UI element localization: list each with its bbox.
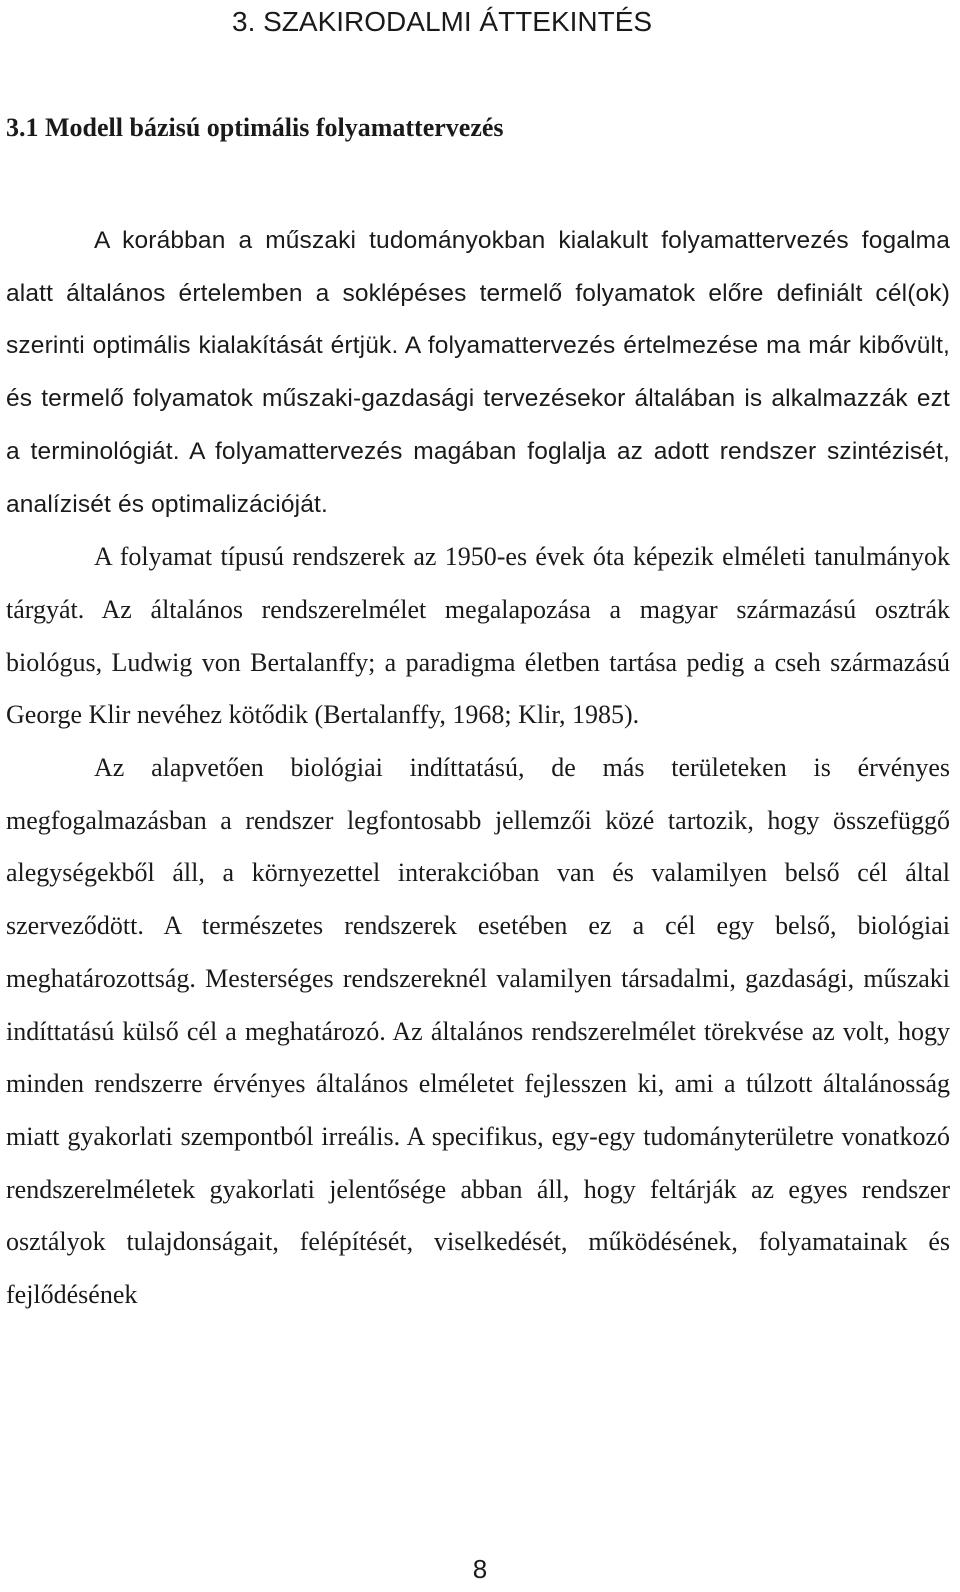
paragraph-systems-history: A folyamat típusú rendszerek az 1950-es évek óta képezik elméleti tanulmányok tárgyát. Az általános rendszerelmélet megalapozása a magyar származású osztrák biológus, Ludwig von Bertalanffy; a paradigma életben tartása pedig a cseh származású George Klir nevéhez kötődik (Bertalanffy, 1968; Klir, 1985). — [6, 542, 950, 730]
section-title: 3.1 Modell bázisú optimális folyamattervezés — [6, 113, 504, 142]
paragraph-process-design: A korábban a műszaki tudományokban kialakult folyamattervezés fogalma alatt általános értelemben a soklépéses termelő folyamatok előre definiált cél(ok) szerinti optimális kialakítását értjük. A folyamattervezés értelmezése ma már kibővült, és termelő folyamatok műszaki-gazdasági tervezésekor általában is alkalmazzák ezt a terminológiát. A folyamattervezés magában foglalja az adott rendszer szintézisét, analízisét és optimalizációját. — [6, 227, 950, 518]
paragraph-systems-theory: Az alapvetően biológiai indíttatású, de más területeken is érvényes megfogalmazásban a rendszer legfontosabb jellemzői közé tartozik, hogy összefüggő alegységekből áll, a környezettel interakcióban van és valamilyen belső cél által szerveződött. A természetes rendszerek esetében ez a cél egy belső, biológiai meghatározottság. Mesterséges rendszereknél valamilyen társadalmi, gazdasági, műszaki indíttatású külső cél a meghatározó. Az általános rendszerelmélet törekvése az volt, hogy minden rendszerre érvényes általános elméletet fejlesszen ki, ami a túlzott általánosság miatt gyakorlati szempontból irreális. A specifikus, egy-egy tudományterületre vonatkozó rendszerelméletek gyakorlati jelentősége abban áll, hogy feltárják az egyes rendszer osztályok tulajdonságait, felépítését, viselkedését, működésének, folyamatainak és fejlődésének — [6, 753, 950, 1310]
chapter-title: 3. SZAKIRODALMI ÁTTEKINTÉS — [232, 6, 653, 37]
page-number: 8 — [472, 1554, 488, 1584]
body-text — [6, 215, 950, 1322]
